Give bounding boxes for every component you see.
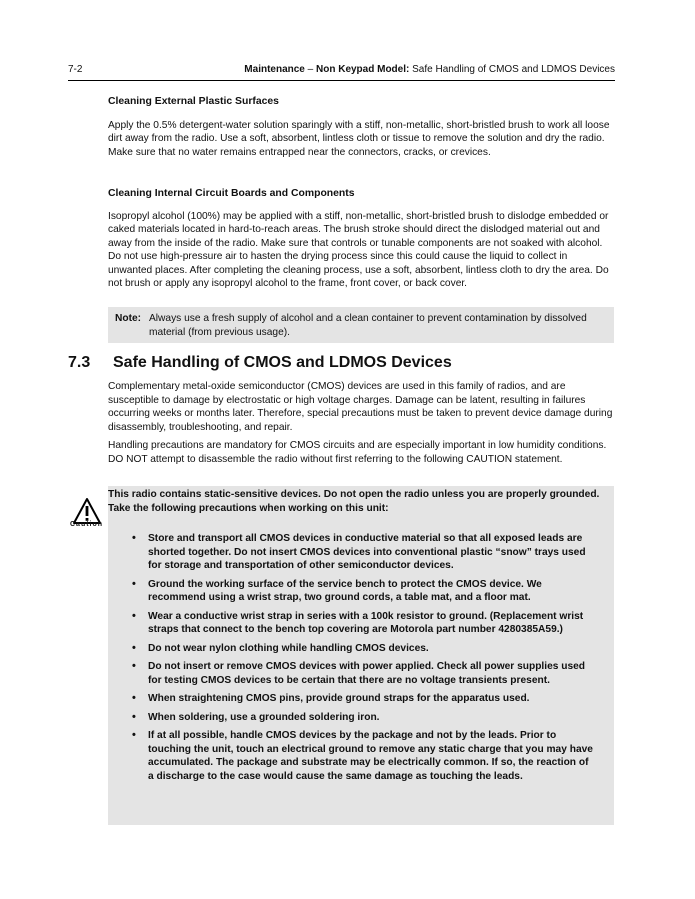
page-number: 7-2 — [68, 64, 83, 75]
caution-item: • Do not insert or remove CMOS devices with power applied. Check all power supplies used for testing CMOS devices to be certain that there are no voltage transients present. — [108, 660, 594, 687]
section-intro — [108, 380, 614, 466]
note-label: Note: — [115, 313, 142, 324]
caution-item: • If at all possible, handle CMOS devices by the package and not by the leads. Prior to touching the unit, touch an electrical ground to remove any static charge that you may have accumulated. The package and substrate may be electrically common. If so, the reaction of a discharge to the case would cause the same damage as touching the leads. — [108, 729, 594, 783]
header-model: Non Keypad Model: — [316, 64, 410, 75]
caution-item: • Do not wear nylon clothing while handling CMOS devices. — [108, 642, 594, 656]
cleaning-internal-block — [108, 187, 614, 291]
section-paragraph-1: Complementary metal-oxide semiconductor (CMOS) devices are used in this family of radios, and are susceptible to damage by electrostatic or high voltage charges. Damage can be latent, resulting in failures occurring weeks or months later. Therefore, special precautions must be taken to prevent device damage during disassembly, troubleshooting, and repair. — [108, 381, 613, 433]
caution-item: • When soldering, use a grounded soldering iron. — [108, 711, 594, 725]
section-title: Safe Handling of CMOS and LDMOS Devices — [113, 354, 452, 371]
caution-item: • Ground the working surface of the service bench to protect the CMOS device. We recommend using a wrist strap, two ground cords, a table mat, and a floor mat. — [108, 578, 594, 605]
cleaning-internal-body: Isopropyl alcohol (100%) may be applied with a stiff, non-metallic, short-bristled brush to dislodge embedded or caked materials located in hard-to-reach areas. The brush stroke should direct the dislodged material out and away from the inside of the radio. Make sure that controls or tunable components are not soaked with alcohol. Do not use high-pressure air to hasten the drying process since this could cause the liquid to collect in unwanted places. After completing the cleaning process, use a soft, absorbent, lintless cloth to dry the area. Do not brush or apply any isopropyl alcohol to the frame, front cover, or back cover. — [108, 210, 609, 289]
cleaning-external-heading: Cleaning External Plastic Surfaces — [108, 96, 279, 107]
caution-label: Caution — [70, 521, 104, 528]
section-paragraph-2: Handling precautions are mandatory for CMOS circuits and are especially important in low humidity conditions. DO NOT attempt to disassemble the radio without first referring to the following CAUTION statement. — [108, 440, 607, 465]
header-rule — [68, 80, 615, 81]
cleaning-external-block — [108, 95, 614, 159]
header-separator: – — [304, 64, 316, 75]
running-header — [244, 64, 615, 75]
caution-intro: This radio contains static-sensitive devices. Do not open the radio unless you are properly grounded. Take the following precautions when working on this unit: — [108, 489, 600, 514]
caution-item: • Wear a conductive wrist strap in series with a 100k resistor to ground. (Replacement wrist straps that connect to the bench top covering are Motorola part number 4280385A59.) — [108, 610, 594, 637]
note-box — [108, 307, 614, 343]
note-text: Always use a fresh supply of alcohol and a clean container to prevent contamination by dissolved material (from previous usage). — [149, 313, 587, 338]
caution-item: • When straightening CMOS pins, provide ground straps for the apparatus used. — [108, 692, 594, 706]
section-number: 7.3 — [68, 354, 91, 371]
cleaning-internal-heading: Cleaning Internal Circuit Boards and Components — [108, 188, 355, 199]
cleaning-external-body: Apply the 0.5% detergent-water solution sparingly with a stiff, non-metallic, short-bristled brush to work all loose dirt away from the radio. Use a soft, absorbent, lintless cloth or tissue to remove the solution and dry the radio. Make sure that no water remains entrapped near the connectors, cracks, or crevices. — [108, 119, 610, 158]
header-topic: Safe Handling of CMOS and LDMOS Devices — [409, 64, 615, 75]
header-chapter: Maintenance — [244, 64, 305, 75]
caution-item: • Store and transport all CMOS devices in conductive material so that all exposed leads are shorted together. Do not insert CMOS devices into conventional plastic “snow” trays used for storage and transportation of other semiconductor devices. — [108, 532, 594, 573]
caution-list — [108, 532, 614, 788]
caution-box — [108, 486, 614, 825]
